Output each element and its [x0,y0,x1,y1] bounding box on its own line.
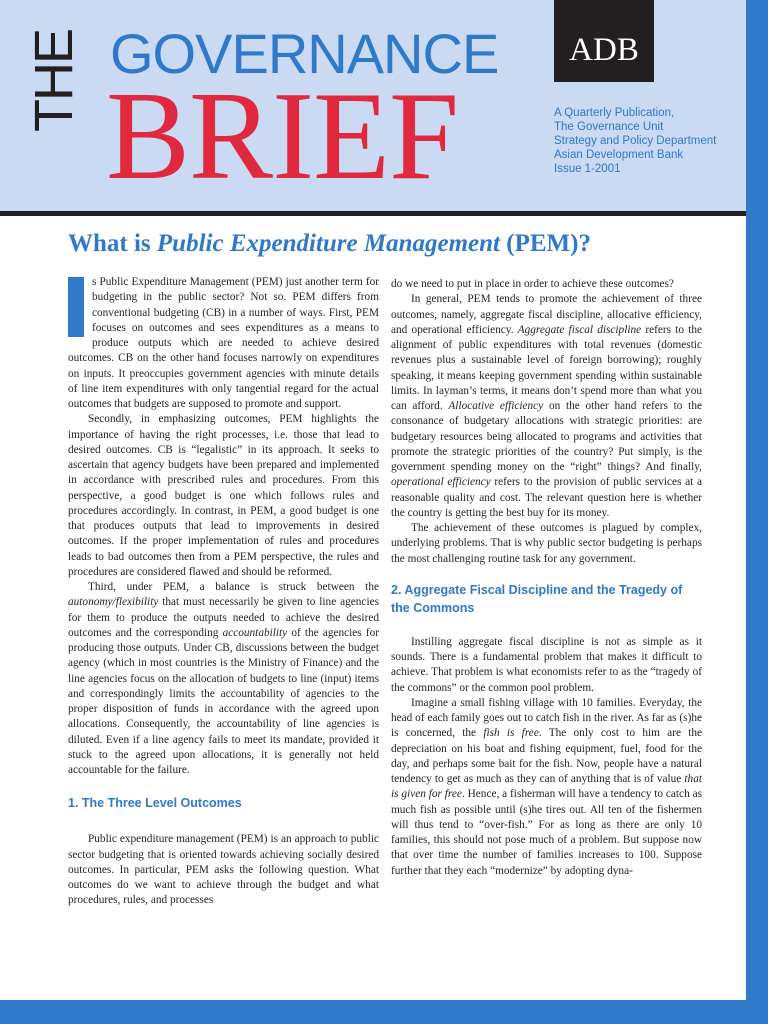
paragraph: Third, under PEM, a balance is struck between the autonomy/flexibility that must necessarily be given to line agencies for them to produce the outputs needed to achieve the desired outcomes and the corresponding accountability of the agencies for producing those outputs. Under CB, discussions between the budget agency (which in most countries is the Ministry of Finance) and the line agencies focus on the allocation of budgets to line (input) items and correspondingly limits the accountability of agencies to the proper disposition of funds in accordance with the agreed upon allocations. Consequently, the accountability of line agencies is diluted. Even if a line agency fails to meet its mandate, provided it stuck to the agreed upon allocations, it is generally not held accountable for the failure. [68,581,379,776]
bottom-stripe [0,1000,768,1024]
adb-logo-text: ADB [569,32,639,68]
paragraph: Public expenditure management (PEM) is an approach to public sector budgeting that is oriented towards achieving socially desired outcomes. In particular, PEM asks the following question. What outcomes do we want to achieve through the budget and what procedures, rules, and processes [68,833,379,907]
masthead-the: THE [24,30,84,132]
pub-line: Strategy and Policy Department [554,135,717,147]
issue-number: Issue 1-2001 [554,163,621,175]
paragraph: s Public Expenditure Management (PEM) just another term for budgeting in the public sector? Not so. PEM differs from conventional budgeting (CB) in a number of ways. First, PEM focuses on outcomes and sees expenditures as a means to produce outputs which are needed to achieve desired outcomes. CB on the other hand focuses narrowly on expenditures on inputs. It preoccupies government agencies with minute details of line item expenditures with only tangential regard for the actual outcomes that budgets are supposed to promote and support. [68,276,379,410]
pub-line: A Quarterly Publication, [554,107,675,119]
publication-info [554,106,744,176]
masthead-governance: GOVERNANCE [110,22,499,85]
right-stripe [746,0,768,1024]
masthead [0,0,746,211]
adb-logo [554,0,654,82]
section-heading: 2. Aggregate Fiscal Discipline and the Tragedy of the Commons [391,582,683,615]
paragraph: do we need to put in place in order to achieve these outcomes? [391,278,674,290]
paragraph: Imagine a small fishing village with 10 families. Everyday, the head of each family goes out to catch fish in the river. As far as (s)he is concerned, the fish is free. The only cost to him are the depreciation on his boat and fishing equipment, fuel, food for the day, and perhaps some bait for the fish. Now, people have a natural tendency to get as much as they can of anything that is of value that is given for free. Hence, a fisherman will have a tendency to catch as much fish as possible until (s)he tires out. All ten of the fishermen will thus tend to “over-fish.” For as long as there are only 10 families, this should not pose much of a problem. But suppose now that over time the number of families increases to 100. Suppose further that they each “modernize” by adopting dyna- [391,696,702,877]
pub-line: The Governance Unit [554,121,664,133]
pub-line: Asian Development Bank [554,149,684,161]
paragraph: Instilling aggregate fiscal discipline is not as simple as it sounds. There is a fundamental problem that makes it difficult to achieve. That problem is what economists refer to as the “tragedy of the commons” or the common pool problem. [391,635,702,694]
article-title: What is Public Expenditure Management (PEM)? [68,230,591,257]
paragraph: Secondly, in emphasizing outcomes, PEM highlights the importance of having the right processes, i.e. those that lead to desired outcomes. CB is “legalistic” in its approach. It seeks to ascertain that agency budgets have been prepared and implemented in accordance with prescribed rules and procedures. From this perspective, a good budget is one which follows rules and procedures accordingly. In contrast, in PEM, a good budget is one that produces outputs that lead to improvements in desired outcomes. If the proper implementation of rules and procedures leads to bad outcomes then from a PEM perspective, the rules and procedures are considered flawed and should be reformed. [68,413,379,578]
right-column [391,277,702,982]
section-heading: 1. The Three Level Outcomes [68,796,242,811]
masthead-rule [0,211,746,216]
paragraph: The achievement of these outcomes is plagued by complex, underlying problems. That is why public sector budgeting is perhaps the most challenging routine task for any government. [391,522,702,565]
masthead-brief: BRIEF [106,67,459,206]
drop-cap-block: I [68,277,84,337]
left-column [68,275,379,975]
paragraph: In general, PEM tends to promote the achievement of three outcomes, namely, aggregate fiscal discipline, allocative efficiency, and operational efficiency. Aggregate fiscal discipline refers to the alignment of public expenditures with total revenues (domestic revenues plus a sustainable level of foreign borrowing); roughly speaking, it means keeping government spending within sustainable limits. In layman’s terms, it means don’t spend more than what you can afford. Allocative efficiency on the other hand refers to the consonance of budgetary allocations with strategic priorities: are budgetary resources being allocated to programs and activities that promote the strategic priorities of the country? Put simply, is the government spending money on the “right” things? And finally, operational efficiency refers to the provision of public services at a reasonable quality and cost. The relevant question here is whether the country is getting the best buy for its money. [391,293,702,519]
